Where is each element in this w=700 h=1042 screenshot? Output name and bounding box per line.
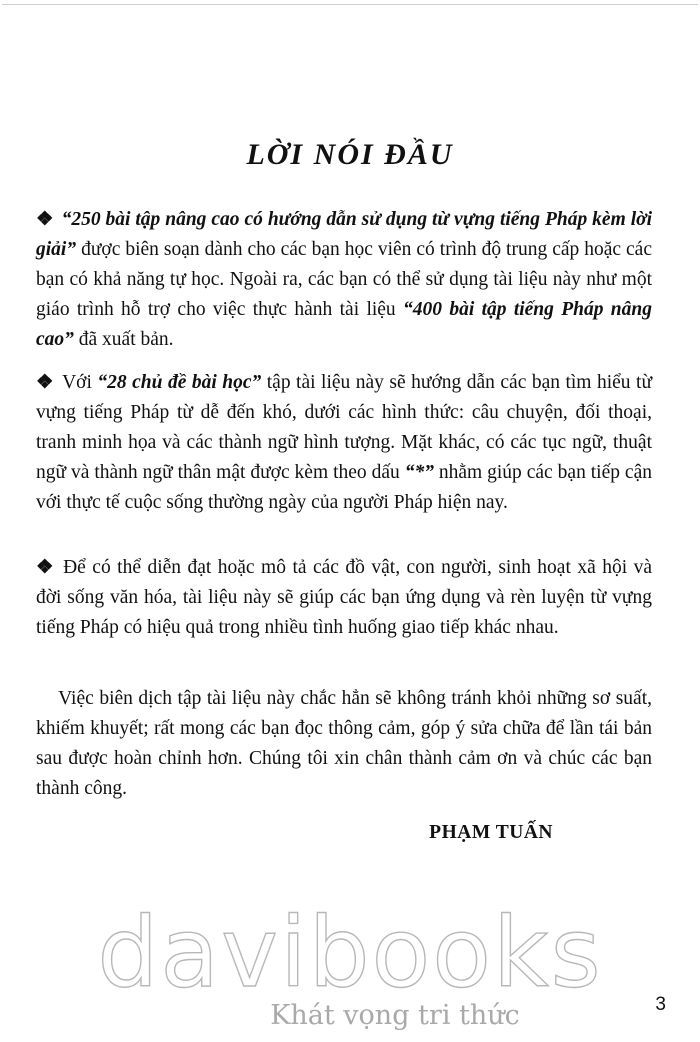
diamond-bullet-icon: ❖ <box>36 557 56 578</box>
reference-book-emphasis: “400 bài tập tiếng Pháp nâng cao” <box>36 299 652 350</box>
watermark-tagline: Khát vọng tri thức <box>270 1000 520 1031</box>
paragraph-text: Với <box>62 372 98 393</box>
paragraph-intro <box>36 205 652 355</box>
paragraph-topics <box>36 368 652 518</box>
diamond-bullet-icon: ❖ <box>36 209 54 230</box>
paragraph-text: Để có thể diễn đạt hoặc mô tả các đồ vật, con người, sinh hoạt xã hội và đời sống văn hóa, tài liệu này sẽ giúp các bạn ứng dụng và rèn luyện từ vựng tiếng Pháp có hiệu quả trong nhiều tình huống giao tiếp khác nhau. <box>36 557 652 638</box>
page-top-edge <box>2 4 698 5</box>
paragraph-text: tập tài liệu này sẽ hướng dẫn các bạn tìm hiểu từ vựng tiếng Pháp từ dễ đến khó, dưới các hình thức: câu chuyện, đối thoại, tranh minh họa và các thành ngữ hình tượng. Mặt khác, có các tục ngữ, thuật ngữ và thành ngữ thân mật được kèm theo dấu <box>36 372 653 483</box>
paragraph-text: đã xuất bản. <box>73 329 174 350</box>
paragraph-text: nhằm giúp các bạn tiếp cận với thực tế cuộc sống thường ngày của người Pháp hiện nay. <box>36 462 652 513</box>
paragraph-text: Việc biên dịch tập tài liệu này chắc hẳn sẽ không tránh khỏi những sơ suất, khiếm khuyết; rất mong các bạn đọc thông cảm, góp ý sửa chữa để lần tái bản sau được hoàn chỉnh hơn. Chúng tôi xin chân thành cảm ơn và chúc các bạn thành công. <box>36 688 652 799</box>
page-number: 3 <box>655 994 666 1015</box>
watermark-brand: davibooks <box>97 897 603 1009</box>
asterisk-emphasis: “*” <box>404 462 434 483</box>
book-title-emphasis: “250 bài tập nâng cao có hướng dẫn sử dụng từ vựng tiếng Pháp kèm lời giải” <box>36 209 652 260</box>
paragraph-application <box>36 553 652 643</box>
paragraph-text: được biên soạn dành cho các bạn học viên có trình độ trung cấp hoặc các bạn có khả năng tự học. Ngoài ra, các bạn có thể sử dụng tài liệu này như một giáo trình hỗ trợ cho việc thực hành tài liệu <box>36 239 652 320</box>
paragraph-closing <box>36 684 652 804</box>
diamond-bullet-icon: ❖ <box>36 372 55 393</box>
page-title: LỜI NÓI ĐẦU <box>246 138 454 171</box>
topics-emphasis: “28 chủ đề bài học” <box>97 372 262 393</box>
author-signature: PHẠM TUẤN <box>429 822 553 843</box>
